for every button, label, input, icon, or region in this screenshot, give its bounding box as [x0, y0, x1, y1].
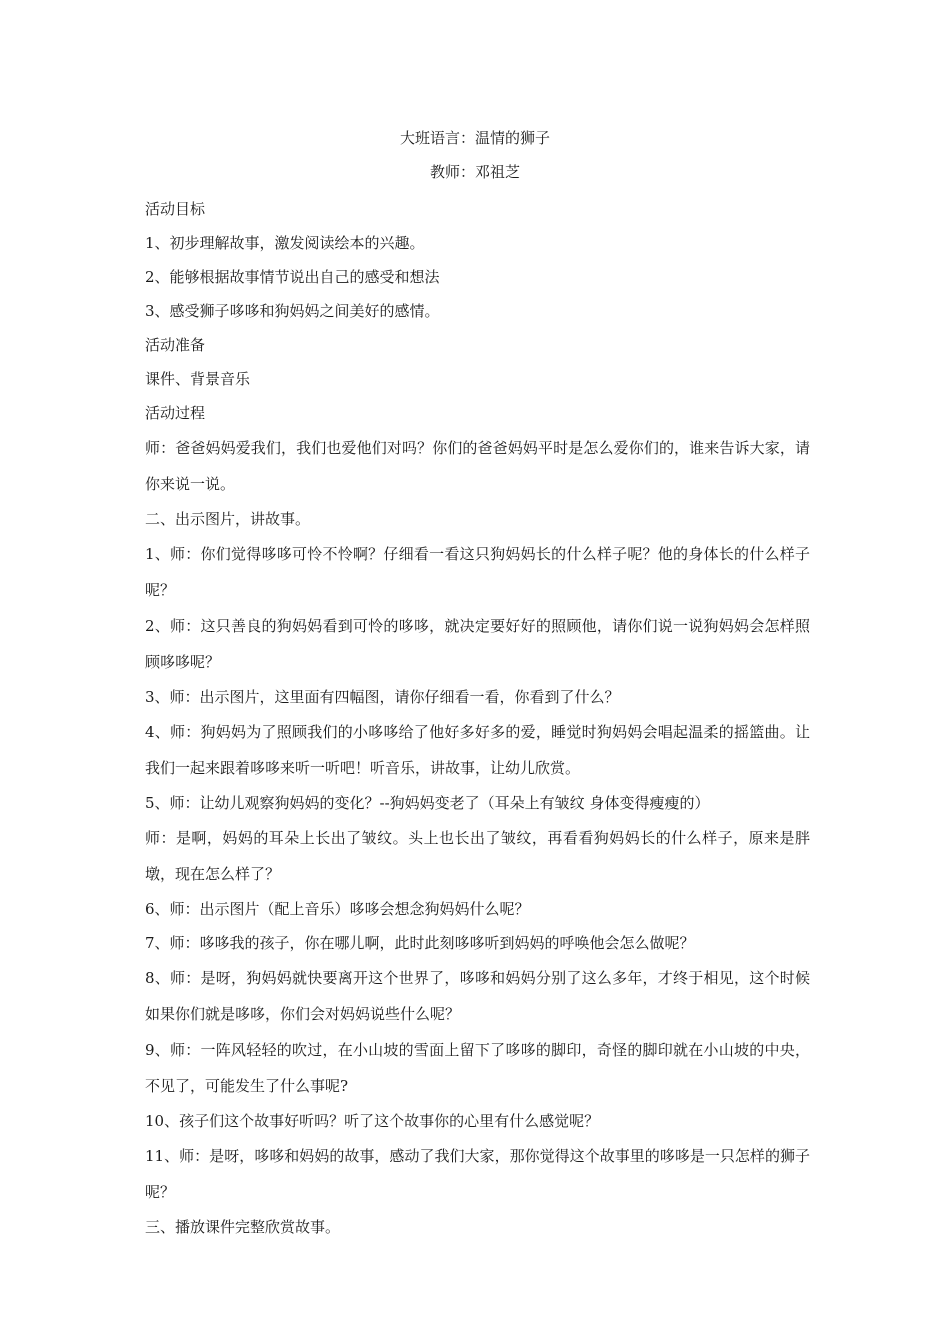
process-step: 10、孩子们这个故事好听吗？听了这个故事你的心里有什么感觉呢？	[145, 1112, 600, 1130]
process-step: 2、师：这只善良的狗妈妈看到可怜的哆哆，就决定要好好的照顾他，请你们说一说狗妈妈会怎样照顾哆哆呢？	[145, 617, 810, 671]
lesson-body	[145, 192, 810, 1244]
section-heading-preparation: 活动准备	[145, 336, 206, 354]
process-step: 9、师：一阵风轻轻的吹过，在小山坡的雪面上留下了哆哆的脚印，奇怪的脚印就在小山坡的中央，不见了，可能发生了什么事呢?	[145, 1041, 810, 1095]
section-heading-process: 活动过程	[145, 404, 206, 422]
goal-item: 2、能够根据故事情节说出自己的感受和想法	[145, 268, 440, 286]
document-title: 大班语言：温情的狮子	[399, 129, 550, 147]
process-step: 4、师：狗妈妈为了照顾我们的小哆哆给了他好多好多的爱，睡觉时狗妈妈会唱起温柔的摇篮曲。让我们一起来跟着哆哆来听一听吧！听音乐，讲故事，让幼儿欣赏。	[145, 723, 810, 777]
teacher-name: 教师：邓祖芝	[429, 163, 520, 181]
process-paragraph: 师：爸爸妈妈爱我们，我们也爱他们对吗？你们的爸爸妈妈平时是怎么爱你们的，谁来告诉大家，请你来说一说。	[145, 439, 810, 493]
part-heading: 二、出示图片，讲故事。	[145, 510, 311, 528]
process-step: 8、师：是呀，狗妈妈就快要离开这个世界了，哆哆和妈妈分别了这么多年，才终于相见，这个时候如果你们就是哆哆，你们会对妈妈说些什么呢？	[145, 969, 810, 1023]
section-heading-goals: 活动目标	[145, 200, 206, 218]
goal-item: 1、初步理解故事，激发阅读绘本的兴趣。	[145, 234, 425, 252]
process-step: 5、师：让幼儿观察狗妈妈的变化？--狗妈妈变老了（耳朵上有皱纹 身体变得瘦瘦的）	[145, 794, 710, 812]
goal-item: 3、感受狮子哆哆和狗妈妈之间美好的感情。	[145, 302, 440, 320]
part-heading: 三、播放课件完整欣赏故事。	[145, 1218, 341, 1236]
preparation-text: 课件、背景音乐	[145, 370, 251, 388]
process-step: 11、师：是呀，哆哆和妈妈的故事，感动了我们大家，那你觉得这个故事里的哆哆是一只怎样的狮子呢？	[145, 1147, 810, 1201]
process-step: 1、师：你们觉得哆哆可怜不怜啊？仔细看一看这只狗妈妈长的什么样子呢？他的身体长的什么样子呢？	[145, 545, 810, 599]
process-step: 3、师：出示图片，这里面有四幅图，请你仔细看一看，你看到了什么？	[145, 688, 620, 706]
process-step: 6、师：出示图片（配上音乐）哆哆会想念狗妈妈什么呢？	[145, 900, 530, 918]
process-step: 7、师：哆哆我的孩子，你在哪儿啊，此时此刻哆哆听到妈妈的呼唤他会怎么做呢？	[145, 934, 695, 952]
process-step: 师：是啊，妈妈的耳朵上长出了皱纹。头上也长出了皱纹，再看看狗妈妈长的什么样子，原来是胖墩，现在怎么样了？	[145, 829, 810, 883]
